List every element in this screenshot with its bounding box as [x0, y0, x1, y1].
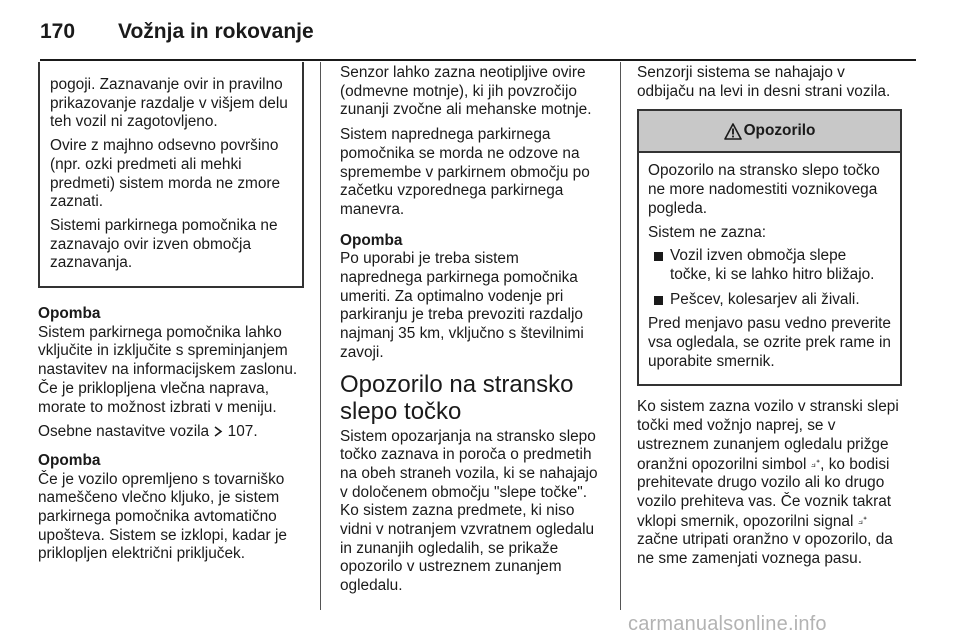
note-block [340, 232, 605, 363]
header-rule [40, 59, 916, 61]
warning-triangle-icon [724, 123, 742, 140]
warning-box [637, 109, 902, 386]
warning-header [639, 111, 900, 153]
page-number: 170 [40, 20, 76, 43]
box-paragraph: Ovire z majhno odsevno površino (npr. ozki predmeti ali mehki predmeti) sistem morda ne zmore zaznati. [50, 137, 281, 211]
column-divider-2 [620, 62, 621, 610]
watermark: carmanualsonline.info [628, 613, 827, 635]
paragraph: Senzor lahko zazna neotipljive ovire (odmevne motnje), ki jih povzročijo zunanji zvočne ali mehanske motnje. [340, 64, 592, 119]
continued-box [38, 62, 304, 288]
column-3 [637, 64, 902, 575]
warning-paragraph: Opozorilo na stransko slepo točko ne more nadomestiti voznikovega pogleda. [648, 162, 880, 217]
paragraph: Sistem naprednega parkirnega pomočnika se morda ne odzove na spremembe v parkirnem območju po začetku vzporednega parkirnega manevra. [340, 126, 590, 218]
note-text: Sistem parkirnega pomočnika lahko vključite in izključite s spreminjanjem nastavitev na informacijskem zaslonu. Če je priklopljena vlečna naprava, morate to možnost izbrati v meniju. [38, 323, 298, 416]
paragraph-part: , ko bodisi prehitevate drugo vozilo ali ko drugo vozilo prehiteva vas. Če voznik takrat vklopi smernik, opozorilni signal [637, 455, 892, 530]
note-title: Opomba [38, 305, 101, 323]
note-block-2 [38, 452, 304, 564]
paragraph-part: začne utripati oranžno v opozorilo, da ne sme zamenjati voznega pasu. [637, 531, 893, 568]
note-title: Opomba [340, 231, 403, 249]
paragraph [637, 398, 902, 568]
note-block-1 [38, 305, 304, 417]
bullet-text: Vozil izven območja slepe točke, ki se lahko hitro bližajo. [670, 247, 875, 283]
warning-paragraph: Pred menjavo pasu vedno preverite vsa ogledala, se ozrite prek rame in uporabite smernik. [648, 315, 891, 370]
bullet-item [648, 291, 891, 310]
box-paragraph: pogoji. Zaznavanje ovir in pravilno prikazovanje razdalje v višjem delu teh vozil ni zagotovljeno. [50, 76, 288, 131]
warning-body [639, 153, 900, 384]
page-title: Vožnja in rokovanje [118, 20, 314, 43]
bullet-square-icon [654, 296, 663, 305]
page-reference-arrow-icon [213, 426, 223, 437]
bullet-square-icon [654, 252, 663, 261]
page-header [0, 0, 960, 62]
box-paragraph: Sistemi parkirnega pomočnika ne zaznavajo ovir izven območja zaznavanja. [50, 216, 278, 272]
paragraph-part: Ko sistem zazna vozilo v stranski slepi točki med vožnjo naprej, se v ustreznem zunanjem ogledalu prižge oranžni opozorilni simbol [637, 398, 899, 473]
note-title: Opomba [38, 451, 101, 469]
paragraph: Senzorji sistema se nahajajo v odbijaču na levi in desni strani vozila. [637, 64, 891, 100]
column-divider-1 [320, 62, 321, 610]
paragraph: Sistem opozarjanja na stransko slepo točko zaznava in poroča o predmetih na obeh straneh vozila, ki se nahajajo v določenem območju "slepe točke". Ko sistem zazna predmete, ki niso vidni v notranjem vzvratnem ogledalu in zunanjih ogledalih, se prikaže opozorilo v ustreznem zunanjem ogledalu. [340, 427, 598, 595]
column-1 [38, 62, 304, 570]
column-2 [340, 64, 605, 602]
bullet-text: Pešcev, kolesarjev ali živali. [670, 290, 860, 308]
reference-text: Osebne nastavitve vozila [38, 423, 210, 441]
warning-title: Opozorilo [743, 122, 816, 140]
reference-page-link[interactable]: 107. [227, 423, 258, 441]
cross-reference [38, 423, 304, 442]
section-heading: Opozorilo na stransko slepo točko [340, 370, 574, 425]
note-text: Po uporabi je treba sistem naprednega parkirnega pomočnika umeriti. Za optimalno vodenje pri parkiranju je treba prevoziti razdaljo najmanj 35 km, vključno s številnimi zavoji. [340, 250, 584, 361]
blind-spot-symbol-icon: ⟓ᐩ [810, 457, 821, 470]
note-text: Če je vozilo opremljeno s tovarniško nameščeno vlečno kljuko, je sistem parkirnega pomočnika avtomatično upošteva. Sistem se izklopi, kadar je priklopljen električni priključek. [38, 470, 287, 563]
blind-spot-symbol-icon: ⟓ᐩ [857, 514, 868, 527]
warning-paragraph: Sistem ne zazna: [648, 223, 767, 241]
bullet-item [648, 247, 891, 284]
